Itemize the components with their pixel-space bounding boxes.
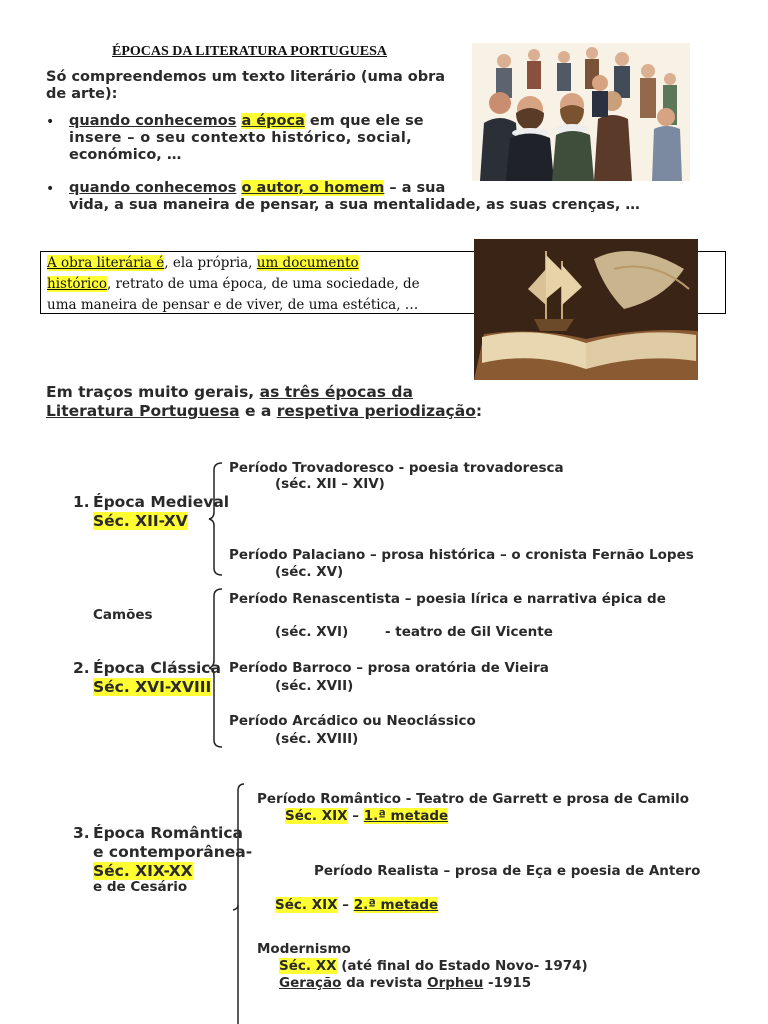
page-title: ÉPOCAS DA LITERATURA PORTUGUESA <box>112 44 388 59</box>
bullet-dot: • <box>46 114 55 130</box>
epoch-1-period-1: Período Trovadoresco - poesia trovadoresca <box>229 460 564 476</box>
traces-line-2 <box>46 402 482 420</box>
boxed-highlight-a: A obra literária é <box>47 255 165 271</box>
epoch-2-century <box>93 678 211 696</box>
bullet-1-line-3: económico, … <box>69 147 182 163</box>
boxed-line-1 <box>47 253 462 274</box>
bullet-1-highlight: a época <box>241 113 305 129</box>
boxed-highlight-d: histórico <box>47 276 107 292</box>
epoch-3-period-3-generation <box>279 975 531 991</box>
epoch-3-period-1-dash: – <box>347 808 364 824</box>
bullet-1-rest: em que ele se <box>304 113 424 129</box>
epoch-2-name: Época Clássica <box>93 659 221 677</box>
bullet-2-line-2: vida, a sua maneira de pensar, a sua mentalidade, as suas crenças, … <box>69 197 640 213</box>
traces-text-e: respetiva periodização <box>276 402 476 420</box>
traces-line-1 <box>46 383 413 401</box>
epoch-1-name: Época Medieval <box>93 493 230 511</box>
traces-text-d: e a <box>239 402 277 420</box>
epoch-3-century-text: Séc. XIX-XX <box>93 862 193 880</box>
boxed-line-3: uma maneira de pensar e de viver, de uma estética, … <box>47 297 419 313</box>
bullet-2-line-1 <box>69 180 445 197</box>
epoch-3-period-2-century-text: Séc. XIX <box>275 897 338 913</box>
epoch-3-number: 3. <box>73 824 90 842</box>
epoch-3-period-1: Período Romântico - Teatro de Garrett e prosa de Camilo <box>257 791 690 807</box>
intro-line-1: Só compreendemos um texto literário (uma obra <box>46 69 446 85</box>
epoch-2-period-1-theatre: - teatro de Gil Vicente <box>385 624 553 640</box>
historical-figures-illustration <box>472 43 690 181</box>
epoch-2-period-1: Período Renascentista – poesia lírica e narrativa épica de <box>229 591 666 607</box>
epoch-1-period-2-century: (séc. XV) <box>275 564 344 580</box>
traces-text-a: Em traços muito gerais, <box>46 383 260 401</box>
epoch-3-tail: e de Cesário <box>93 879 188 895</box>
bullet-2-highlight: o autor, o homem <box>241 180 385 196</box>
epoch-3-period-3-century <box>279 958 588 974</box>
epoch-2-period-2: Período Barroco – prosa oratória de Vieira <box>229 660 549 676</box>
bullet-1-lead: quando conhecemos <box>69 113 237 129</box>
epoch-3-period-2-half: 2.ª metade <box>353 897 439 913</box>
boxed-line-2 <box>47 274 462 295</box>
bullet-1-line-2: insere – o seu contexto histórico, social, <box>69 130 413 146</box>
boxed-text-b: , ela própria, <box>164 255 257 271</box>
epoch-3-generation-end: -1915 <box>483 975 532 991</box>
epoch-3-name: Época Romântica <box>93 824 243 842</box>
boxed-highlight-c: um documento <box>256 255 359 271</box>
epoch-1-brace <box>208 462 224 576</box>
epoch-2-period-1-cont: Camões <box>93 607 153 623</box>
epoch-3-orpheu: Orpheu <box>427 975 484 991</box>
epoch-3-period-1-century-text: Séc. XIX <box>285 808 348 824</box>
epoch-3-generation-mid: da revista <box>341 975 428 991</box>
epoch-2-number: 2. <box>73 659 90 677</box>
epoch-3-brace <box>232 783 246 1024</box>
traces-text-c: Literatura Portuguesa <box>46 402 240 420</box>
epoch-3-period-3-rest: (até final do Estado Novo- 1974) <box>336 958 588 974</box>
epoch-3-period-2-dash: – <box>337 897 354 913</box>
bullet-2-rest: – a sua <box>384 180 446 196</box>
epoch-3-period-3: Modernismo <box>257 941 351 957</box>
epoch-3-century <box>93 862 193 880</box>
traces-text-f: : <box>475 402 483 420</box>
intro-line-2: de arte): <box>46 86 118 102</box>
epoch-3-period-1-half: 1.ª metade <box>363 808 449 824</box>
epoch-1-number: 1. <box>73 493 90 511</box>
epoch-1-century <box>93 512 188 530</box>
bullet-2-lead: quando conhecemos <box>69 180 237 196</box>
epoch-3-period-2-century <box>275 897 438 913</box>
epoch-3-period-2: Período Realista – prosa de Eça e poesia de Antero <box>314 863 701 879</box>
epoch-3-name-2: e contemporânea- <box>93 843 253 861</box>
epoch-1-century-text: Séc. XII-XV <box>93 512 188 530</box>
epoch-2-period-3-century: (séc. XVIII) <box>275 731 359 747</box>
epoch-2-century-text: Séc. XVI-XVIII <box>93 678 212 696</box>
epoch-1-period-2: Período Palaciano – prosa histórica – o cronista Fernão Lopes <box>229 547 694 563</box>
traces-text-b: as três épocas da <box>259 383 413 401</box>
bullet-1-line-1 <box>69 113 424 130</box>
book-ship-illustration <box>474 239 698 380</box>
epoch-2-period-3: Período Arcádico ou Neoclássico <box>229 713 476 729</box>
bullet-dot: • <box>46 181 55 197</box>
boxed-text-e: , retrato de uma época, de uma sociedade, de <box>106 276 420 292</box>
epoch-2-period-1-century: (séc. XVI) <box>275 624 349 640</box>
epoch-3-period-1-century <box>285 808 448 824</box>
epoch-3-period-3-century-text: Séc. XX <box>279 958 337 974</box>
epoch-1-period-1-century: (séc. XII – XIV) <box>275 476 385 492</box>
epoch-2-period-2-century: (séc. XVII) <box>275 678 354 694</box>
epoch-3-generation-word: Geração <box>279 975 342 991</box>
